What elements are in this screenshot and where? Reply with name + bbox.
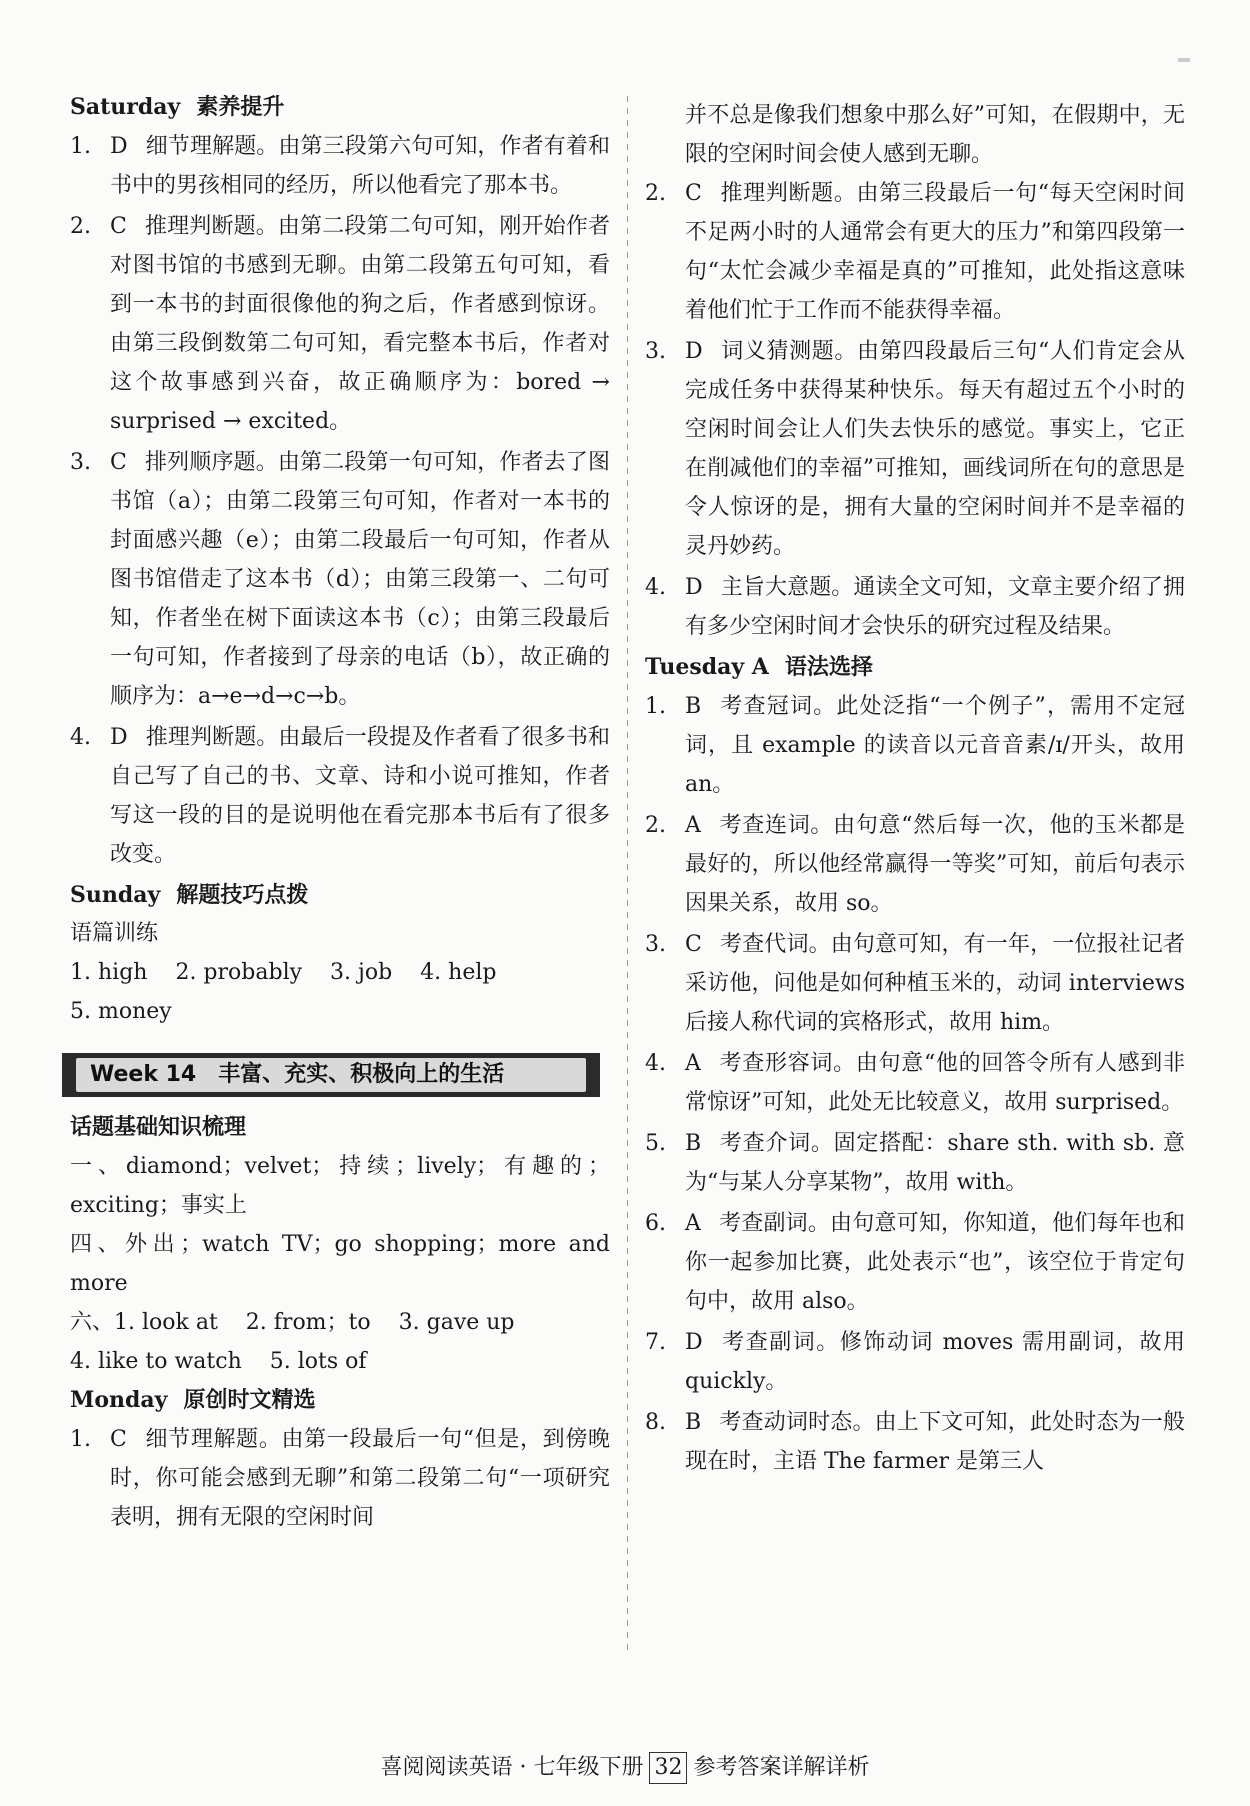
item-number: 7. xyxy=(645,1330,666,1355)
left-column xyxy=(70,88,610,1539)
item-text: B 考查动词时态。由上下文可知，此处时态为一般现在时，主语 The farmer 是第三人 xyxy=(685,1410,1185,1474)
week-banner-label: Week 14 丰富、充实、积极向上的生活 xyxy=(76,1058,586,1092)
answer-cell: 2. probably xyxy=(175,960,303,985)
item-answer: A xyxy=(685,1211,701,1236)
answer-cell: 六、1. look at xyxy=(70,1310,218,1335)
topic-line: 一、diamond；velvet；持续；lively；有趣的；exciting；事实上 xyxy=(70,1154,610,1218)
answer-item xyxy=(645,1323,1185,1401)
tuesday-answers xyxy=(645,687,1185,1481)
topic-heading: 话题基础知识梳理 xyxy=(70,1115,247,1140)
item-text: D 推理判断题。由最后一段提及作者看了很多书和自己写了自己的书、文章、诗和小说可推知，作者写这一段的目的是说明他在看完那本书后有了很多改变。 xyxy=(110,725,610,867)
item-text: B 考查冠词。此处泛指“一个例子”，需用不定冠词，且 example 的读音以元音音素/ɪ/开头，故用 an。 xyxy=(685,694,1185,797)
monday-answers-cont xyxy=(645,174,1185,646)
topic-lines xyxy=(70,1147,610,1303)
item-text: C 推理判断题。由第二段第二句可知，刚开始作者对图书馆的书感到无聊。由第二段第五句可知，看到一本书的封面很像他的狗之后，作者感到惊讶。由第三段倒数第二句可知，看完整本书后，作者对这个故事感到兴奋，故正确顺序为：bored → surprised → excited。 xyxy=(110,214,610,434)
answer-item xyxy=(645,332,1185,566)
monday-heading: Monday 原创时文精选 xyxy=(70,1387,316,1413)
item-answer: C xyxy=(110,450,127,475)
item-text: D 主旨大意题。通读全文可知，文章主要介绍了拥有多少空闲时间才会快乐的研究过程及结果。 xyxy=(685,575,1185,639)
corner-mark xyxy=(1178,58,1190,62)
tuesday-heading: Tuesday A 语法选择 xyxy=(645,654,873,680)
item-answer: C xyxy=(110,1427,127,1452)
item-number: 4. xyxy=(645,575,666,600)
answer-item xyxy=(70,207,610,441)
item-number: 2. xyxy=(645,181,666,206)
answer-item xyxy=(645,568,1185,646)
item-number: 3. xyxy=(645,932,666,957)
answer-cell: 4. like to watch xyxy=(70,1349,242,1374)
item-answer: D xyxy=(110,134,128,159)
item-text: C 考查代词。由句意可知，有一年，一位报社记者采访他，问他是如何种植玉米的，动词 interviews 后接人称代词的宾格形式，故用 him。 xyxy=(685,932,1185,1035)
item-text: C 排列顺序题。由第二段第一句可知，作者去了图书馆（a）；由第二段第三句可知，作者对一本书的封面感兴趣（e）；由第二段最后一句可知，作者从图书馆借走了这本书（d）；由第三段第一、二句可知，作者坐在树下面读这本书（c）；由第三段最后一句可知，作者接到了母亲的电话（b），故正确的顺序为：a→e→d→c→b。 xyxy=(110,450,610,709)
answer-cell: 1. high xyxy=(70,960,148,985)
item-text: D 词义猜测题。由第四段最后三句“人们肯定会从完成任务中获得某种快乐。每天有超过五个小时的空闲时间会让人们失去快乐的感觉。事实上，它正在削减他们的幸福”可推知，画线词所在句的意思是令人惊讶的是，拥有大量的空闲时间并不是幸福的灵丹妙药。 xyxy=(685,339,1185,559)
item-answer: D xyxy=(110,725,128,750)
item-number: 8. xyxy=(645,1410,666,1435)
right-column xyxy=(645,96,1185,1483)
answer-item xyxy=(70,718,610,874)
item-number: 3. xyxy=(70,450,91,475)
answer-item xyxy=(70,1420,610,1537)
column-divider xyxy=(624,96,632,1656)
item-text: C 推理判断题。由第三段最后一句“每天空闲时间不足两小时的人通常会有更大的压力”和第四段第一句“太忙会减少幸福是真的”可推知，此处指这意味着他们忙于工作而不能获得幸福。 xyxy=(685,181,1185,323)
answer-cell: 2. from；to xyxy=(245,1310,371,1335)
item-answer: C xyxy=(110,214,127,239)
answer-row xyxy=(70,953,610,992)
answer-row xyxy=(70,1303,610,1342)
topic-line: 四、外出；watch TV；go shopping；more and more xyxy=(70,1232,610,1296)
item-answer: D xyxy=(685,1330,703,1355)
week-banner xyxy=(62,1053,600,1097)
answer-cell: 5. money xyxy=(70,999,172,1024)
item-number: 1. xyxy=(70,1427,91,1452)
answer-item xyxy=(645,806,1185,923)
item-number: 5. xyxy=(645,1131,666,1156)
saturday-answers xyxy=(70,127,610,874)
page-number: 32 xyxy=(649,1752,687,1784)
page-footer: 喜阅阅读英语 · 七年级下册 32 参考答案详解详析 xyxy=(0,1752,1250,1784)
item-number: 1. xyxy=(645,694,666,719)
sunday-answers xyxy=(70,953,610,1031)
item-answer: C xyxy=(685,932,702,957)
saturday-heading: Saturday 素养提升 xyxy=(70,94,285,120)
answer-cell: 4. help xyxy=(420,960,497,985)
item-text: B 考查介词。固定搭配：share sth. with sb. 意为“与某人分享某物”，故用 with。 xyxy=(685,1131,1185,1195)
item-answer: A xyxy=(685,1051,701,1076)
item-text: A 考查形容词。由句意“他的回答令所有人感到非常惊讶”可知，此处无比较意义，故用 surprised。 xyxy=(685,1051,1185,1115)
answer-cell: 3. job xyxy=(330,960,393,985)
item-text: D 考查副词。修饰动词 moves 需用副词，故用 quickly。 xyxy=(685,1330,1185,1394)
item-answer: B xyxy=(685,1410,702,1435)
item-answer: A xyxy=(685,813,701,838)
item-number: 4. xyxy=(645,1051,666,1076)
sunday-heading: Sunday 解题技巧点拨 xyxy=(70,882,309,908)
item-number: 2. xyxy=(70,214,91,239)
continuation-text: 并不总是像我们想象中那么好”可知，在假期中，无限的空闲时间会使人感到无聊。 xyxy=(685,103,1185,167)
item-answer: C xyxy=(685,181,702,206)
sunday-subheading: 语篇训练 xyxy=(70,921,159,946)
answer-item xyxy=(645,1044,1185,1122)
item-number: 3. xyxy=(645,339,666,364)
answer-item xyxy=(645,1403,1185,1481)
answer-cell: 5. lots of xyxy=(269,1349,367,1374)
item-text: D 细节理解题。由第三段第六句可知，作者有着和书中的男孩相同的经历，所以他看完了那本书。 xyxy=(110,134,610,198)
item-answer: B xyxy=(685,1131,702,1156)
item-text: C 细节理解题。由第一段最后一句“但是，到傍晚时，你可能会感到无聊”和第二段第二句“一项研究表明，拥有无限的空闲时间 xyxy=(110,1427,610,1530)
answer-item xyxy=(70,127,610,205)
answer-item xyxy=(645,687,1185,804)
answer-item xyxy=(645,174,1185,330)
item-number: 2. xyxy=(645,813,666,838)
item-answer: D xyxy=(685,575,703,600)
answer-item xyxy=(645,1204,1185,1321)
item-number: 4. xyxy=(70,725,91,750)
item-text: A 考查副词。由句意可知，你知道，他们每年也和你一起参加比赛，此处表示“也”，该空位于肯定句句中，故用 also。 xyxy=(685,1211,1185,1314)
answer-cell: 3. gave up xyxy=(398,1310,515,1335)
item-number: 1. xyxy=(70,134,91,159)
item-text: A 考查连词。由句意“然后每一次，他的玉米都是最好的，所以他经常赢得一等奖”可知，前后句表示因果关系，故用 so。 xyxy=(685,813,1185,916)
item-answer: D xyxy=(685,339,703,364)
answer-item xyxy=(645,925,1185,1042)
item-answer: B xyxy=(685,694,702,719)
answer-row xyxy=(70,992,610,1031)
item-number: 6. xyxy=(645,1211,666,1236)
monday-answers xyxy=(70,1420,610,1537)
answer-row xyxy=(70,1342,610,1381)
answer-item xyxy=(70,443,610,716)
topic-answers xyxy=(70,1303,610,1381)
answer-item xyxy=(645,1124,1185,1202)
